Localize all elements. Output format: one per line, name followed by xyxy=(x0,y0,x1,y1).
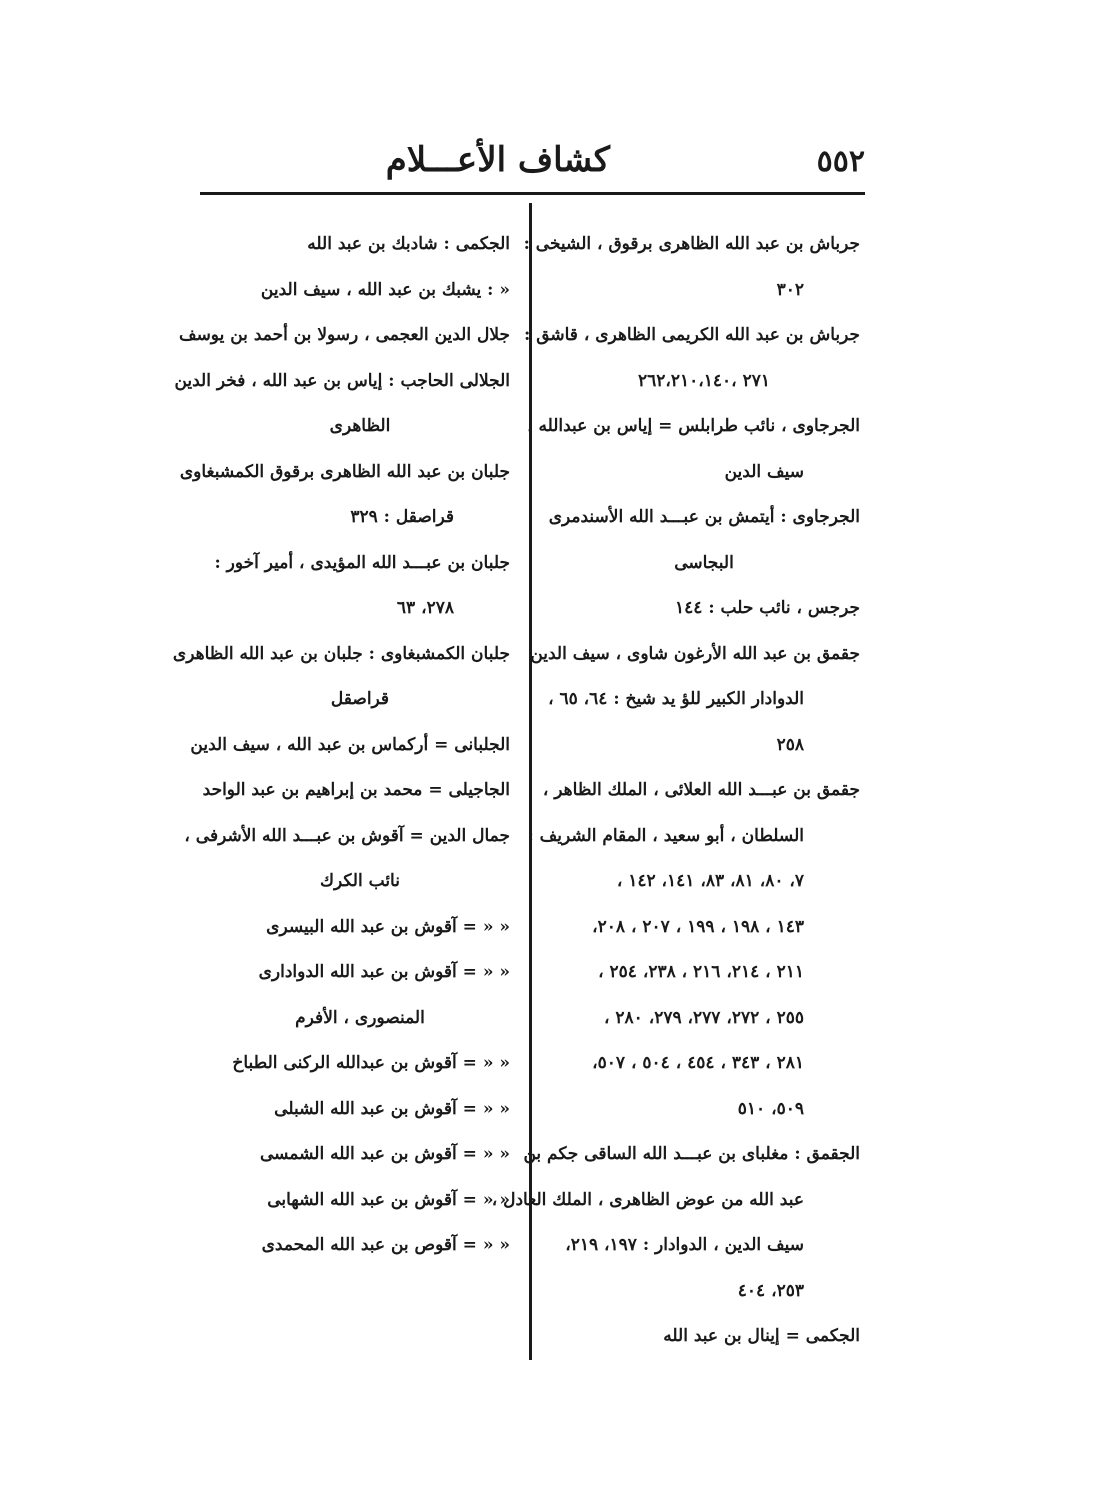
index-line: جمال الدين = آقوش بن عبـــد الله الأشرفى ، xyxy=(184,825,510,846)
index-line: الجرجاوى ، نائب طرابلس = إياس بن عبدالله ، xyxy=(527,416,860,436)
index-line: ٣٠٢ xyxy=(776,279,804,300)
index-line: « : يشبك بن عبد الله ، سيف الدين xyxy=(260,279,510,300)
page-header xyxy=(200,140,865,190)
index-line: البجاسى xyxy=(674,552,734,573)
index-line: الجقمق : مغلباى بن عبـــد الله الساقى جكم بن xyxy=(523,1144,860,1164)
index-line: « « = آقوش بن عبد الله البيسرى xyxy=(266,916,510,937)
index-line: الظاهرى xyxy=(329,416,391,436)
index-line: ٢٧١ ،٢٦٢،٢١٠،١٤٠ xyxy=(638,370,770,391)
running-title: كشاف الأعـــلام xyxy=(385,140,610,180)
index-line: « « = آقوش بن عبد الله الشمسى xyxy=(259,1144,510,1164)
index-line: ٢٨١ ، ٣٤٣ ، ٤٥٤ ، ٥٠٤ ، ٥٠٧، xyxy=(592,1053,804,1073)
index-line: ٢٧٨، ٦٣ xyxy=(396,598,454,618)
index-line: جلبان بن عبـــد الله المؤيدى ، أمير آخور : xyxy=(214,552,510,573)
index-line: ٢٥٣، ٤٠٤ xyxy=(737,1280,804,1301)
index-line: « « = آقوش بن عبد الله الدوادارى xyxy=(258,962,510,982)
index-line: ١٤٣ ، ١٩٨ ، ١٩٩ ، ٢٠٧ ، ٢٠٨، xyxy=(592,916,804,937)
index-line: الجاجيلى = محمد بن إبراهيم بن عبد الواحد xyxy=(202,780,510,800)
index-line: الجرجاوى : أيتمش بن عبـــد الله الأسندمرى xyxy=(548,507,860,527)
index-line: الدوادار الكبير للؤ يد شيخ : ٦٤، ٦٥ ، xyxy=(548,689,804,709)
page-number: ٥٥٢ xyxy=(816,144,865,179)
index-line: قراصقل : ٣٢٩ xyxy=(350,507,454,527)
index-line: « « = آقوش بن عبد الله الشبلى xyxy=(274,1098,510,1119)
header-rule xyxy=(200,192,865,195)
index-line: ٢١١ ، ٢١٤، ٢١٦ ، ٢٣٨، ٢٥٤ ، xyxy=(598,962,804,982)
index-line: نائب الكرك xyxy=(320,871,400,891)
index-line: ٥٠٩، ٥١٠ xyxy=(737,1098,804,1119)
index-line: ٧، ٨٠، ٨١، ٨٣، ١٤١، ١٤٢ ، xyxy=(616,871,804,891)
index-column-right xyxy=(491,222,860,1360)
index-line: جرباش بن عبد الله الظاهرى برقوق ، الشيخى : xyxy=(523,234,860,254)
index-line: جلال الدين العجمى ، رسولا بن أحمد بن يوسف xyxy=(178,325,510,345)
index-line: جلبان الكمشبغاوى : جلبان بن عبد الله الظاهرى xyxy=(172,643,510,664)
index-line: المنصورى ، الأفرم xyxy=(295,1007,425,1028)
index-line: « « = آقوش بن عبد الله الشهابى xyxy=(267,1189,510,1210)
index-line: جرباش بن عبد الله الكريمى الظاهرى ، قاشق : xyxy=(524,325,860,345)
index-line: الجكمى : شادبك بن عبد الله xyxy=(307,234,510,254)
index-line: قراصقل xyxy=(330,689,390,709)
index-line: جرجس ، نائب حلب : ١٤٤ xyxy=(675,598,860,618)
index-line: « « = آقوص بن عبد الله المحمدى xyxy=(261,1235,510,1255)
index-line: « « = آقوش بن عبدالله الركنى الطباخ xyxy=(232,1053,510,1073)
index-line: عبد الله من عوض الظاهرى ، الملك العادل ، xyxy=(491,1189,804,1210)
index-line: ٢٥٥ ، ٢٧٢، ٢٧٧، ٢٧٩، ٢٨٠ ، xyxy=(604,1007,804,1028)
index-line: جقمق بن عبـــد الله العلائى ، الملك الظاهر ، xyxy=(542,780,860,800)
index-line: السلطان ، أبو سعيد ، المقام الشريف : xyxy=(527,825,804,846)
index-line: سيف الدين ، الدوادار : ١٩٧، ٢١٩، xyxy=(565,1235,804,1255)
index-line: الجلالى الحاجب : إياس بن عبد الله ، فخر الدين xyxy=(174,370,510,391)
index-line: الجكمى = إينال بن عبد الله xyxy=(663,1326,860,1346)
index-line: سيف الدين xyxy=(724,461,804,482)
index-line: ٢٥٨ xyxy=(776,734,804,755)
index-line: جلبان بن عبد الله الظاهرى برقوق الكمشبغاوى xyxy=(179,461,510,482)
index-line: جقمق بن عبد الله الأرغون شاوى ، سيف الدين xyxy=(530,643,860,664)
index-column-left xyxy=(172,222,510,1269)
index-line: الجلبانى = أركماس بن عبد الله ، سيف الدين xyxy=(190,734,510,755)
